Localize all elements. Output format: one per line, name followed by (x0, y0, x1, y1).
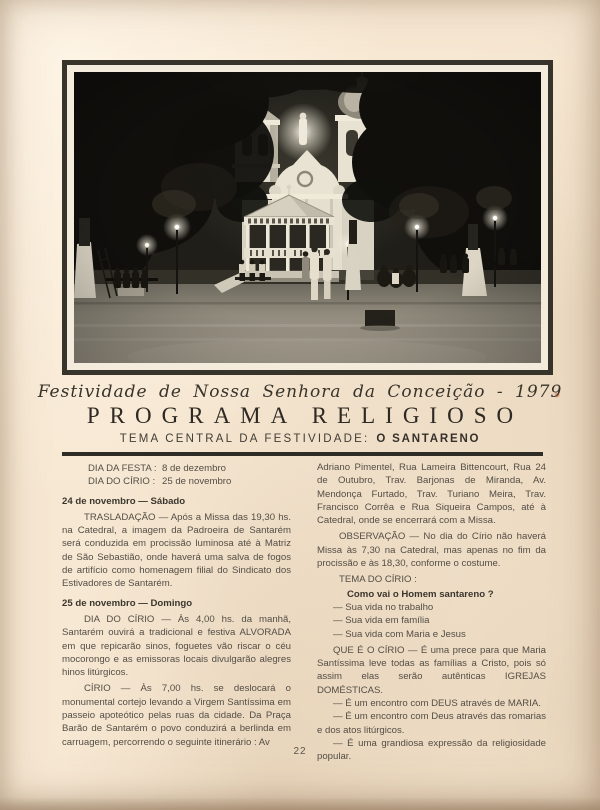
theme-value: O SANTARENO (376, 433, 481, 445)
alvorada-paragraph: DIA DO CÍRIO — Às 4,00 hs. da manhã, Santarém ouvirá a tradicional e festiva ALVORADA em que repicarão sinos, foguetes vão riscar o céu mocorongo e as emissoras locais divulgarão alegres hinos litúrgicos. (62, 613, 291, 679)
cirio-item: — É um encontro com Deus através das romarias e dos atos litúrgicos. (317, 711, 546, 736)
article-body (62, 461, 546, 764)
photo-vignette (74, 72, 541, 363)
page-number: 22 (293, 746, 307, 757)
cirio-item: — É uma grandiosa expressão da religiosidade popular. (317, 737, 546, 763)
cirio-date-row (88, 475, 291, 488)
trasladacao-paragraph: TRASLADAÇÃO — Após a Missa das 19,30 hs. na Catedral, a imagem da Padroeira de Santarém será conduzida em procissão luminosa até à Matriz de São Sebastião, onde haverá uma salva de fogos de artifício como homenagem filial do Sindicato dos Estivadores de Santarém. (62, 511, 291, 590)
festa-date-label: DIA DA FESTA : (88, 463, 157, 474)
heading-divider (62, 452, 543, 456)
cirio-date-value: 25 de novembro (162, 476, 232, 488)
tema-do-cirio-label: TEMA DO CÍRIO : (339, 574, 417, 586)
cirio-item: — É um encontro com DEUS através de MARIA. (333, 698, 541, 710)
cirio-cortejo-paragraph: CÍRIO — Às 7,00 hs. se deslocará o monumental cortejo levando a Virgem Santíssima em passeio apoteótico pelas ruas da cidade. Da Praça Barão de Santarém o povo conduzirá a berlinda em carruagem, percorrendo o seguinte itinerário : Av (62, 683, 291, 748)
observacao-paragraph: OBSERVAÇÃO — No dia do Círio não haverá Missa às 7,30 na Catedral, mas apenas no fim da procissão e às 18,30, conforme o costume. (317, 531, 546, 570)
right-column (317, 461, 546, 764)
theme-line (0, 433, 600, 445)
day2-heading: 25 de novembro — Domingo (62, 597, 193, 609)
tema-question: Como vai o Homem santareno ? (347, 588, 494, 600)
festa-date-row (88, 462, 291, 475)
festa-date-value: 8 de dezembro (162, 463, 226, 474)
tema-item: — Sua vida no trabalho (333, 601, 434, 613)
cirio-date-label: DIA DO CÍRIO : (88, 476, 156, 488)
page-title: PROGRAMA RELIGIOSO (86, 403, 524, 428)
tema-item: — Sua vida em família (333, 615, 430, 627)
day1-heading: 24 de novembro — Sábado (62, 495, 186, 507)
theme-label: TEMA CENTRAL DA FESTIVIDADE: (119, 433, 370, 445)
cathedral-square-photo-frame (62, 60, 553, 375)
page-bottom-edge (0, 797, 600, 810)
festivity-title: Festividade de Nossa Senhora da Conceição - 1979 (37, 382, 563, 402)
tema-item: — Sua vida com Maria e Jesus (333, 628, 466, 640)
left-column (62, 461, 291, 764)
schedule-block (88, 462, 291, 489)
itinerary-continuation-paragraph: Adriano Pimentel, Rua Lameira Bittencourt, Rua 24 de Outubro, Trav. Barjonas de Miranda, Av. Mendonça Furtado, Trav. Turiano Meira, Trav. Francisco Corrêa e Rua Siqueira Campos, até à Catedral, onde se encerrará com a Missa. (317, 462, 546, 527)
que-e-o-cirio-paragraph: QUE É O CÍRIO — É uma prece para que Maria Santíssima leve todas as famílias a Cristo, pois só assim elas serão autênticas IGREJAS DOMÉSTICAS. (317, 644, 546, 696)
cathedral-square-night-photo (74, 72, 541, 363)
